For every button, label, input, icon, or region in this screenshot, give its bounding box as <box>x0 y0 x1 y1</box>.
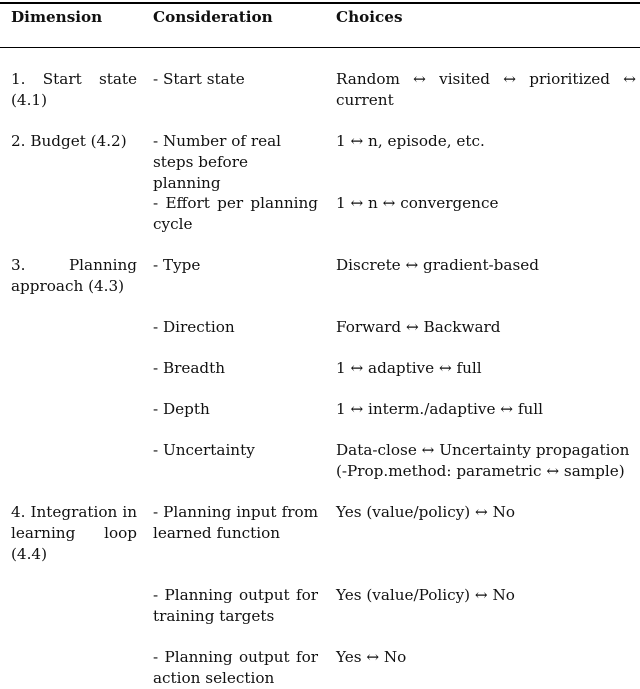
consideration-uncertainty: - Uncertainty <box>153 441 255 459</box>
consideration-training-targets: - Planning output for training targets <box>153 586 318 625</box>
header-choices: Choices <box>336 8 403 26</box>
choices-direction: Forward ↔ Backward <box>336 318 501 336</box>
consideration-effort: - Effort per planning cycle <box>153 194 318 233</box>
consideration-direction: - Direction <box>153 318 235 336</box>
table-header-rule <box>0 47 640 48</box>
dimension-planning-approach: 3. Planning approach (4.3) <box>11 256 137 295</box>
header-consideration: Consideration <box>153 8 273 26</box>
dimension-start-state: 1. Start state (4.1) <box>11 70 137 109</box>
choices-real-steps: 1 ↔ n, episode, etc. <box>336 132 485 150</box>
dimension-budget: 2. Budget (4.2) <box>11 132 127 150</box>
choices-breadth: 1 ↔ adaptive ↔ full <box>336 359 482 377</box>
choices-start-state: Random ↔ visited ↔ prioritized ↔ current <box>336 70 636 109</box>
consideration-breadth: - Breadth <box>153 359 226 377</box>
choices-type: Discrete ↔ gradient-based <box>336 256 539 274</box>
consideration-depth: - Depth <box>153 400 210 418</box>
choices-planning-input: Yes (value/policy) ↔ No <box>336 503 516 521</box>
consideration-planning-input: - Planning input from learned function <box>153 503 318 542</box>
choices-uncertainty: Data-close ↔ Uncertainty propagation (-Prop.method: parametric ↔ sample) <box>336 441 630 480</box>
dimension-integration: 4. Integration in learning loop (4.4) <box>11 503 137 563</box>
consideration-start-state: - Start state <box>153 70 245 88</box>
choices-action-selection: Yes ↔ No <box>336 648 407 666</box>
table-top-rule <box>0 2 640 4</box>
header-dimension: Dimension <box>11 8 103 26</box>
consideration-real-steps: - Number of real steps before planning <box>153 132 281 192</box>
choices-depth: 1 ↔ interm./adaptive ↔ full <box>336 400 543 418</box>
choices-effort: 1 ↔ n ↔ convergence <box>336 194 499 212</box>
consideration-type: - Type <box>153 256 201 274</box>
choices-training-targets: Yes (value/Policy) ↔ No <box>336 586 515 604</box>
consideration-action-selection: - Planning output for action selection <box>153 648 318 687</box>
